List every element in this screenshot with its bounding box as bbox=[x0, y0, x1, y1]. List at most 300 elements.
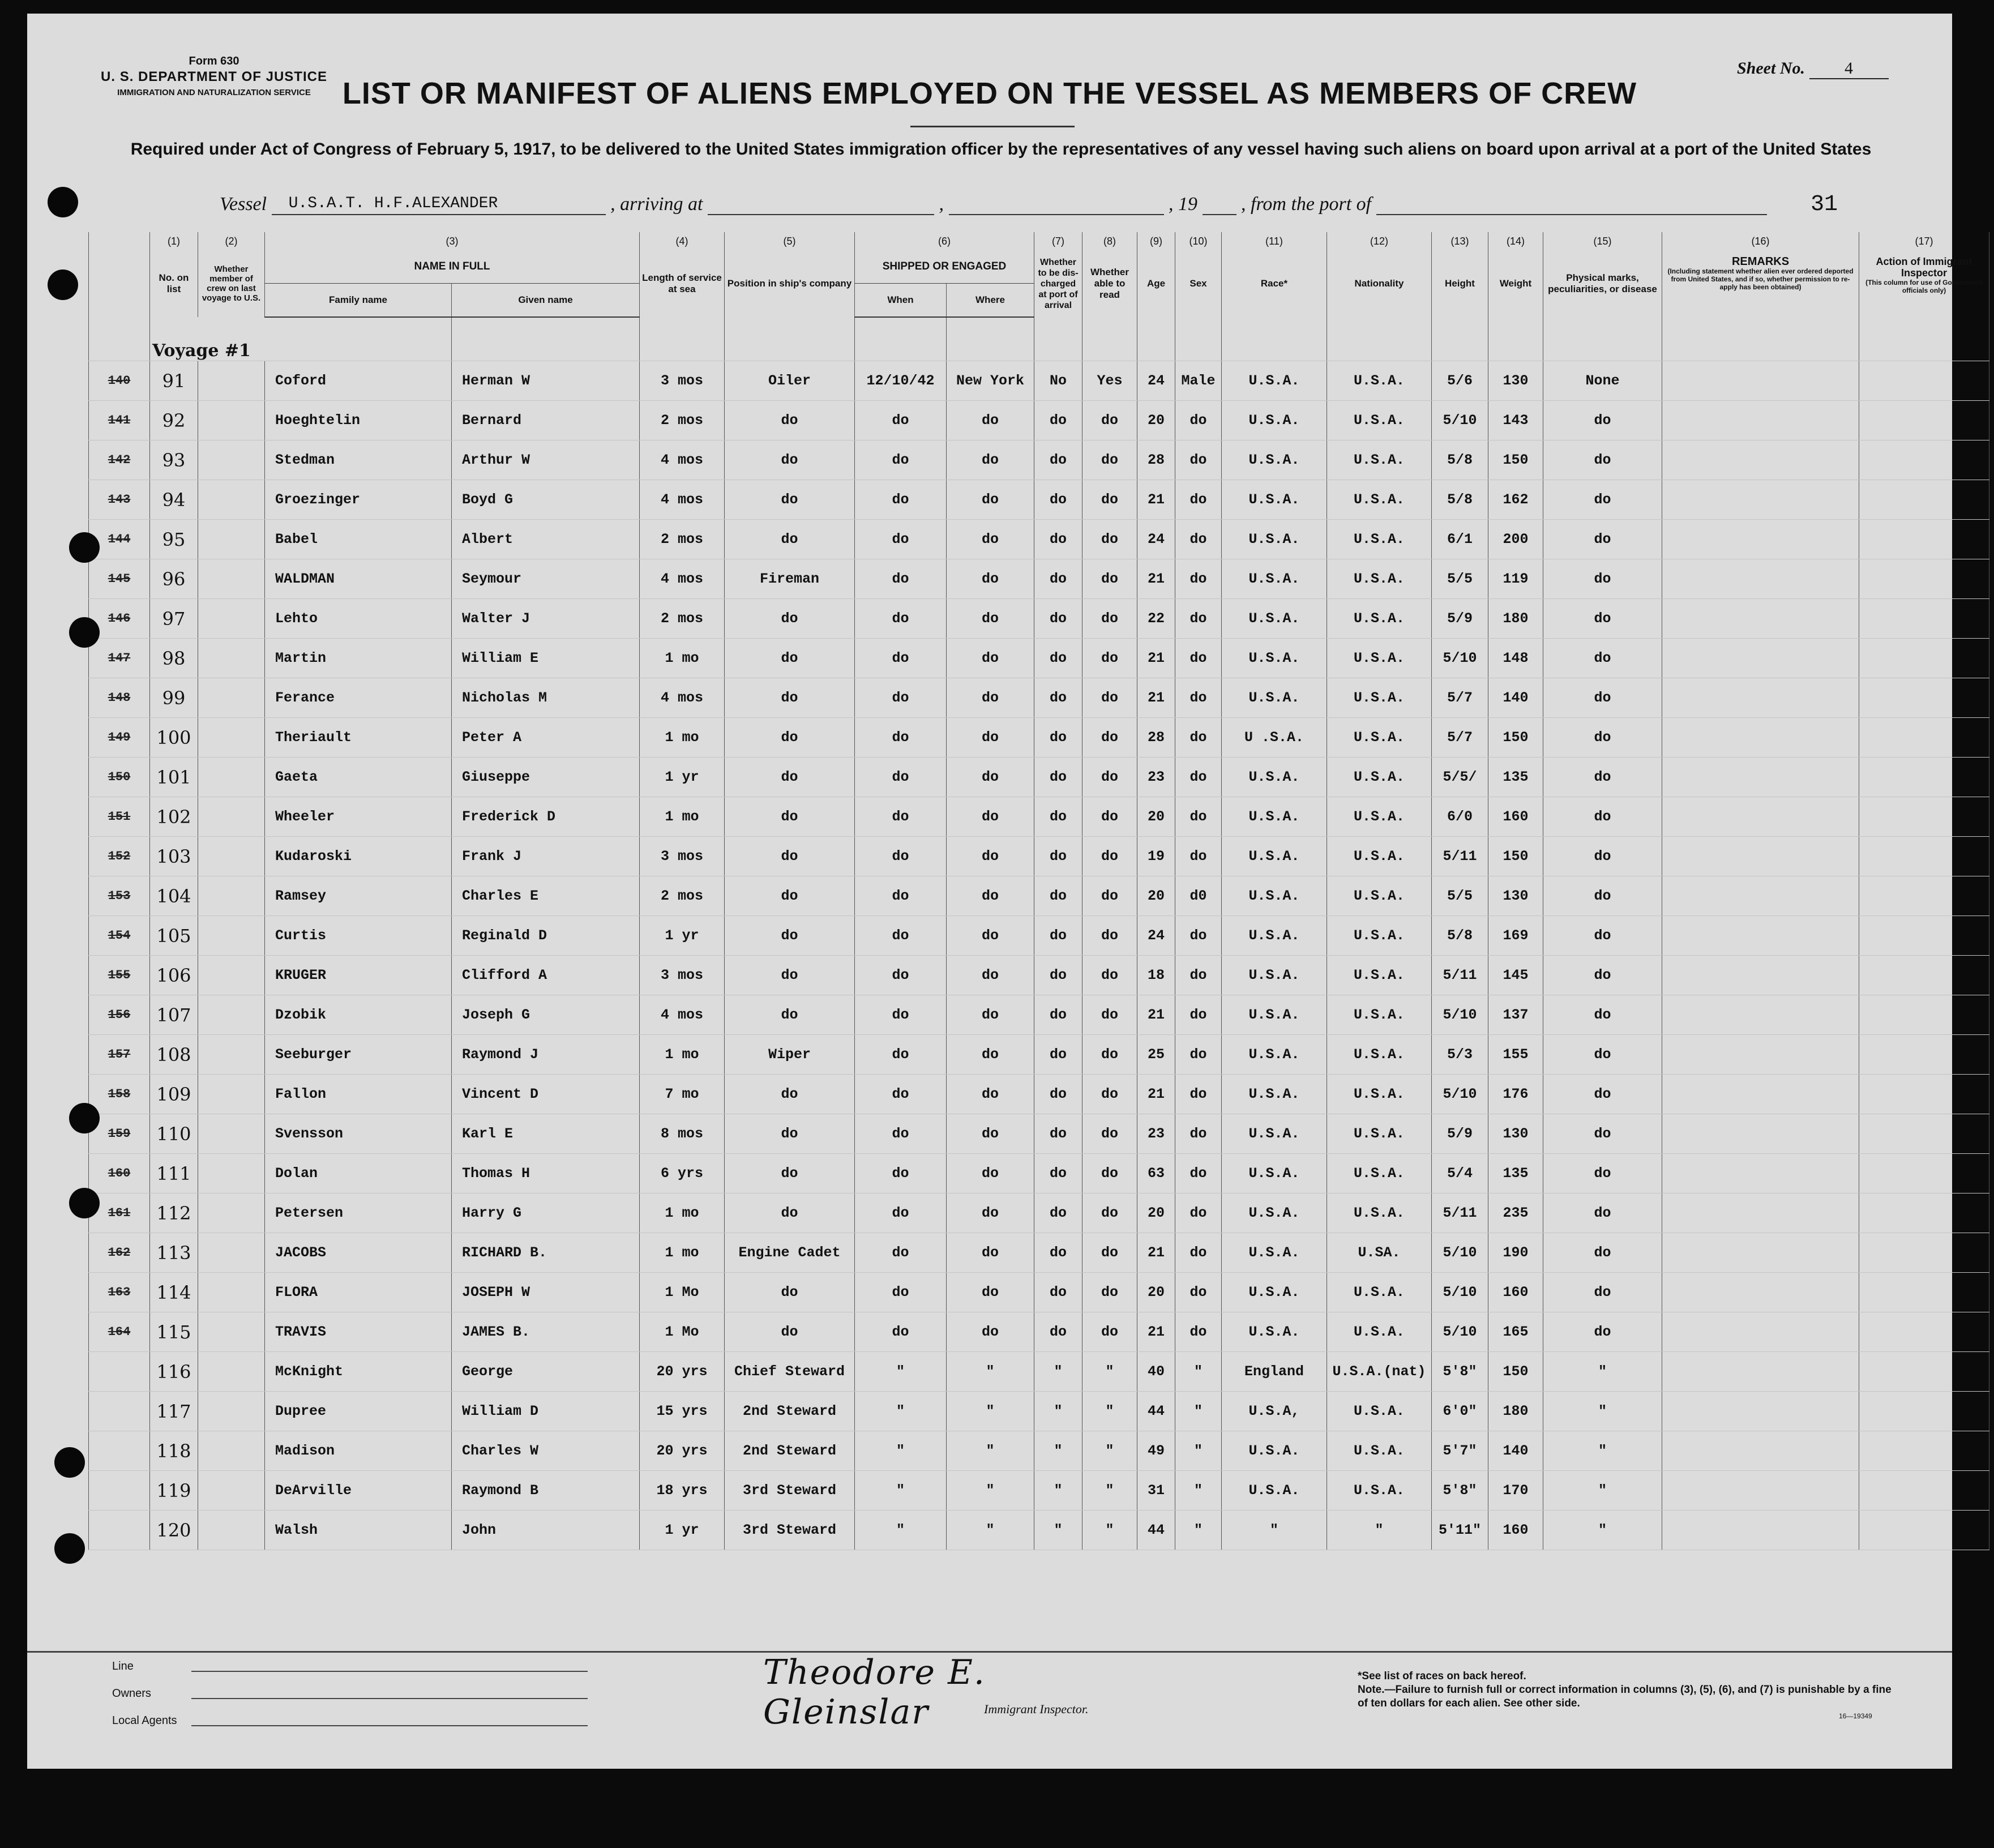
list-number: 91 bbox=[150, 361, 198, 401]
physical-marks: do bbox=[1543, 678, 1662, 718]
sex: do bbox=[1175, 1273, 1222, 1312]
sex: do bbox=[1175, 678, 1222, 718]
discharged: do bbox=[1034, 559, 1082, 599]
col-number: (15) bbox=[1543, 232, 1662, 250]
physical-marks: do bbox=[1543, 480, 1662, 520]
shipped-where: do bbox=[947, 440, 1034, 480]
position: 3rd Steward bbox=[725, 1471, 855, 1511]
height: 5/6 bbox=[1432, 361, 1488, 401]
weight: 150 bbox=[1488, 837, 1543, 876]
shipped-when: do bbox=[855, 678, 947, 718]
length-of-service: 1 mo bbox=[640, 797, 725, 837]
age: 44 bbox=[1137, 1392, 1175, 1431]
shipped-where: do bbox=[947, 1194, 1034, 1233]
header-member-last-voyage: Whether member of crew on last voyage to U.S. bbox=[198, 250, 265, 317]
given-name: George bbox=[452, 1352, 640, 1392]
col-number: (8) bbox=[1082, 232, 1137, 250]
position: do bbox=[725, 401, 855, 440]
sex: " bbox=[1175, 1431, 1222, 1471]
discharged: " bbox=[1034, 1392, 1082, 1431]
length-of-service: 2 mos bbox=[640, 401, 725, 440]
position: do bbox=[725, 599, 855, 639]
physical-marks: do bbox=[1543, 797, 1662, 837]
list-number: 113 bbox=[150, 1233, 198, 1273]
given-name: William D bbox=[452, 1392, 640, 1431]
height: 5/8 bbox=[1432, 440, 1488, 480]
nationality: U.S.A. bbox=[1327, 1154, 1432, 1194]
given-name: Seymour bbox=[452, 559, 640, 599]
age: 28 bbox=[1137, 440, 1175, 480]
length-of-service: 4 mos bbox=[640, 480, 725, 520]
length-of-service: 2 mos bbox=[640, 876, 725, 916]
old-list-number: 154 bbox=[89, 916, 150, 956]
race: U.S.A. bbox=[1222, 1035, 1327, 1075]
race: U.S.A. bbox=[1222, 480, 1327, 520]
able-to-read: Yes bbox=[1082, 361, 1137, 401]
sex: do bbox=[1175, 1114, 1222, 1154]
binder-hole bbox=[48, 187, 78, 217]
nationality: U.S.A. bbox=[1327, 1273, 1432, 1312]
able-to-read: " bbox=[1082, 1511, 1137, 1550]
shipped-where: do bbox=[947, 520, 1034, 559]
physical-marks: do bbox=[1543, 956, 1662, 995]
sex: do bbox=[1175, 1035, 1222, 1075]
physical-marks: None bbox=[1543, 361, 1662, 401]
physical-marks: " bbox=[1543, 1471, 1662, 1511]
col-number: (1) bbox=[150, 232, 198, 250]
length-of-service: 7 mo bbox=[640, 1075, 725, 1114]
physical-marks: do bbox=[1543, 916, 1662, 956]
able-to-read: do bbox=[1082, 440, 1137, 480]
action-cell bbox=[1859, 1114, 1989, 1154]
discharged: do bbox=[1034, 876, 1082, 916]
last-voyage-cell bbox=[198, 797, 265, 837]
sex: do bbox=[1175, 797, 1222, 837]
remarks-cell bbox=[1662, 480, 1859, 520]
position: do bbox=[725, 956, 855, 995]
physical-marks: do bbox=[1543, 440, 1662, 480]
remarks-cell bbox=[1662, 837, 1859, 876]
length-of-service: 15 yrs bbox=[640, 1392, 725, 1431]
position: Fireman bbox=[725, 559, 855, 599]
shipped-when: do bbox=[855, 1154, 947, 1194]
discharged: do bbox=[1034, 1114, 1082, 1154]
race: U.S.A. bbox=[1222, 1431, 1327, 1471]
sex: " bbox=[1175, 1352, 1222, 1392]
old-list-number: 147 bbox=[89, 639, 150, 678]
print-code: 16—19349 bbox=[1839, 1712, 1872, 1720]
shipped-when: do bbox=[855, 916, 947, 956]
height: 5'7" bbox=[1432, 1431, 1488, 1471]
action-cell bbox=[1859, 1194, 1989, 1233]
position: do bbox=[725, 916, 855, 956]
col-number: (16) bbox=[1662, 232, 1859, 250]
height: 6'0" bbox=[1432, 1392, 1488, 1431]
able-to-read: do bbox=[1082, 876, 1137, 916]
vessel-line: Vessel U.S.A.T. H.F.ALEXANDER , arriving at , , 19 , from the port of bbox=[220, 194, 1767, 215]
shipped-where: do bbox=[947, 678, 1034, 718]
old-list-number: 160 bbox=[89, 1154, 150, 1194]
given-name: Vincent D bbox=[452, 1075, 640, 1114]
last-voyage-cell bbox=[198, 1511, 265, 1550]
age: 21 bbox=[1137, 559, 1175, 599]
remarks-cell bbox=[1662, 1511, 1859, 1550]
discharged: do bbox=[1034, 599, 1082, 639]
given-name: Nicholas M bbox=[452, 678, 640, 718]
table-row bbox=[89, 480, 1989, 520]
table-row bbox=[89, 1075, 1989, 1114]
action-cell bbox=[1859, 916, 1989, 956]
col-number: (9) bbox=[1137, 232, 1175, 250]
binder-hole bbox=[69, 1188, 100, 1218]
remarks-note: (Including statement whether alien ever ordered deported from United States, and if so, whether permission to re-apply has been obtained) bbox=[1667, 267, 1854, 291]
height: 5/5 bbox=[1432, 876, 1488, 916]
shipped-when: " bbox=[855, 1511, 947, 1550]
action-cell bbox=[1859, 401, 1989, 440]
old-list-number bbox=[89, 1471, 150, 1511]
age: 24 bbox=[1137, 361, 1175, 401]
weight: 145 bbox=[1488, 956, 1543, 995]
nationality: U.S.A. bbox=[1327, 956, 1432, 995]
shipped-when: do bbox=[855, 1273, 947, 1312]
weight: 150 bbox=[1488, 718, 1543, 758]
list-number: 117 bbox=[150, 1392, 198, 1431]
position: Chief Steward bbox=[725, 1352, 855, 1392]
weight: 160 bbox=[1488, 1511, 1543, 1550]
nationality: U.S.A. bbox=[1327, 916, 1432, 956]
nationality: U.S.A. bbox=[1327, 480, 1432, 520]
sex: do bbox=[1175, 1075, 1222, 1114]
position: do bbox=[725, 758, 855, 797]
table-row bbox=[89, 520, 1989, 559]
header-height: Height bbox=[1432, 250, 1488, 317]
table-row bbox=[89, 1392, 1989, 1431]
sex: " bbox=[1175, 1471, 1222, 1511]
nationality: U.S.A.(nat) bbox=[1327, 1352, 1432, 1392]
list-number: 110 bbox=[150, 1114, 198, 1154]
discharged: do bbox=[1034, 639, 1082, 678]
action-cell bbox=[1859, 1471, 1989, 1511]
crew-manifest-table bbox=[88, 232, 1989, 1550]
age: 20 bbox=[1137, 401, 1175, 440]
col-number: (17) bbox=[1859, 232, 1989, 250]
nationality: U.S.A. bbox=[1327, 1194, 1432, 1233]
family-name: Walsh bbox=[265, 1511, 452, 1550]
able-to-read: do bbox=[1082, 1194, 1137, 1233]
last-voyage-cell bbox=[198, 1035, 265, 1075]
old-list-number bbox=[89, 1352, 150, 1392]
header-nationality: Nationality bbox=[1327, 250, 1432, 317]
race: U.S.A. bbox=[1222, 1471, 1327, 1511]
action-cell bbox=[1859, 758, 1989, 797]
family-name: Dolan bbox=[265, 1154, 452, 1194]
position: 2nd Steward bbox=[725, 1431, 855, 1471]
height: 5/10 bbox=[1432, 995, 1488, 1035]
last-voyage-cell bbox=[198, 1312, 265, 1352]
race: U.S.A. bbox=[1222, 995, 1327, 1035]
position: do bbox=[725, 876, 855, 916]
family-name: Svensson bbox=[265, 1114, 452, 1154]
nationality: U.S.A. bbox=[1327, 361, 1432, 401]
length-of-service: 20 yrs bbox=[640, 1431, 725, 1471]
race: U.S.A. bbox=[1222, 1154, 1327, 1194]
col-number: (5) bbox=[725, 232, 855, 250]
action-cell bbox=[1859, 1431, 1989, 1471]
old-list-number bbox=[89, 1431, 150, 1471]
list-number: 103 bbox=[150, 837, 198, 876]
able-to-read: do bbox=[1082, 995, 1137, 1035]
col-number: (14) bbox=[1488, 232, 1543, 250]
family-name: Gaeta bbox=[265, 758, 452, 797]
list-number: 119 bbox=[150, 1471, 198, 1511]
family-name: Madison bbox=[265, 1431, 452, 1471]
able-to-read: do bbox=[1082, 559, 1137, 599]
table-row bbox=[89, 758, 1989, 797]
physical-marks: do bbox=[1543, 1154, 1662, 1194]
old-list-number bbox=[89, 1511, 150, 1550]
given-name: Karl E bbox=[452, 1114, 640, 1154]
list-number: 108 bbox=[150, 1035, 198, 1075]
weight: 155 bbox=[1488, 1035, 1543, 1075]
old-list-number: 146 bbox=[89, 599, 150, 639]
given-name: Harry G bbox=[452, 1194, 640, 1233]
able-to-read: do bbox=[1082, 401, 1137, 440]
discharged: " bbox=[1034, 1431, 1082, 1471]
given-name: Herman W bbox=[452, 361, 640, 401]
header-sex: Sex bbox=[1175, 250, 1222, 317]
length-of-service: 1 mo bbox=[640, 1035, 725, 1075]
physical-marks: do bbox=[1543, 559, 1662, 599]
physical-marks: do bbox=[1543, 1114, 1662, 1154]
discharged: do bbox=[1034, 401, 1082, 440]
year-label: , 19 bbox=[1169, 194, 1197, 215]
position: do bbox=[725, 718, 855, 758]
given-name: William E bbox=[452, 639, 640, 678]
able-to-read: " bbox=[1082, 1352, 1137, 1392]
list-number: 97 bbox=[150, 599, 198, 639]
sex: do bbox=[1175, 718, 1222, 758]
nationality: U.S.A. bbox=[1327, 837, 1432, 876]
height: 5'8" bbox=[1432, 1471, 1488, 1511]
able-to-read: do bbox=[1082, 1035, 1137, 1075]
action-cell bbox=[1859, 361, 1989, 401]
shipped-where: do bbox=[947, 1154, 1034, 1194]
nationality: U.S.A. bbox=[1327, 797, 1432, 837]
remarks-cell bbox=[1662, 440, 1859, 480]
col-number: (3) bbox=[265, 232, 640, 250]
page-subtitle: Required under Act of Congress of February 5, 1917, to be delivered to the United States immigration officer by the representatives of any vessel having such aliens on board upon arrival at a port of the United States bbox=[130, 140, 1872, 159]
age: 20 bbox=[1137, 876, 1175, 916]
header-where: Where bbox=[947, 284, 1034, 318]
weight: 162 bbox=[1488, 480, 1543, 520]
family-name: DeArville bbox=[265, 1471, 452, 1511]
shipped-when: do bbox=[855, 639, 947, 678]
nationality: U.S.A. bbox=[1327, 678, 1432, 718]
remarks-cell bbox=[1662, 1273, 1859, 1312]
shipped-when: do bbox=[855, 1035, 947, 1075]
table-row bbox=[89, 1312, 1989, 1352]
shipped-where: " bbox=[947, 1511, 1034, 1550]
last-voyage-cell bbox=[198, 1194, 265, 1233]
list-number: 107 bbox=[150, 995, 198, 1035]
col-number: (12) bbox=[1327, 232, 1432, 250]
remarks-cell bbox=[1662, 876, 1859, 916]
header-action-inspector bbox=[1859, 250, 1989, 317]
col-number: (2) bbox=[198, 232, 265, 250]
given-name: Arthur W bbox=[452, 440, 640, 480]
shipped-when: do bbox=[855, 797, 947, 837]
age: 23 bbox=[1137, 758, 1175, 797]
age: 21 bbox=[1137, 995, 1175, 1035]
shipped-when: do bbox=[855, 1114, 947, 1154]
age: 24 bbox=[1137, 916, 1175, 956]
table-row bbox=[89, 1273, 1989, 1312]
race: U.S.A. bbox=[1222, 1273, 1327, 1312]
age: 18 bbox=[1137, 956, 1175, 995]
race: U.S.A. bbox=[1222, 758, 1327, 797]
last-voyage-cell bbox=[198, 916, 265, 956]
physical-marks: do bbox=[1543, 1273, 1662, 1312]
position: do bbox=[725, 480, 855, 520]
remarks-cell bbox=[1662, 1035, 1859, 1075]
sex: do bbox=[1175, 520, 1222, 559]
position: do bbox=[725, 1273, 855, 1312]
able-to-read: do bbox=[1082, 1273, 1137, 1312]
given-name: Albert bbox=[452, 520, 640, 559]
column-numbers-row bbox=[89, 232, 1989, 250]
weight: 160 bbox=[1488, 1273, 1543, 1312]
weight: 180 bbox=[1488, 599, 1543, 639]
family-name: Hoeghtelin bbox=[265, 401, 452, 440]
age: 23 bbox=[1137, 1114, 1175, 1154]
sex: do bbox=[1175, 758, 1222, 797]
old-list-number: 152 bbox=[89, 837, 150, 876]
discharged: No bbox=[1034, 361, 1082, 401]
physical-marks: " bbox=[1543, 1392, 1662, 1431]
discharged: do bbox=[1034, 1312, 1082, 1352]
shipped-where: " bbox=[947, 1431, 1034, 1471]
physical-marks: do bbox=[1543, 639, 1662, 678]
race: U.S.A. bbox=[1222, 916, 1327, 956]
able-to-read: do bbox=[1082, 1154, 1137, 1194]
race: U.S.A. bbox=[1222, 361, 1327, 401]
weight: 200 bbox=[1488, 520, 1543, 559]
family-name: Stedman bbox=[265, 440, 452, 480]
family-name: McKnight bbox=[265, 1352, 452, 1392]
age: 21 bbox=[1137, 639, 1175, 678]
inspector-signature: Theodore E. Gleinslar bbox=[763, 1653, 986, 1732]
remarks-cell bbox=[1662, 1312, 1859, 1352]
weight: 176 bbox=[1488, 1075, 1543, 1114]
height: 5/8 bbox=[1432, 916, 1488, 956]
family-name: Theriault bbox=[265, 718, 452, 758]
header-position: Position in ship's company bbox=[725, 250, 855, 317]
table-row bbox=[89, 837, 1989, 876]
family-name: TRAVIS bbox=[265, 1312, 452, 1352]
given-name: Frederick D bbox=[452, 797, 640, 837]
given-name: Boyd G bbox=[452, 480, 640, 520]
column-headers-top bbox=[89, 250, 1989, 284]
physical-marks: do bbox=[1543, 1035, 1662, 1075]
sex: do bbox=[1175, 440, 1222, 480]
height: 5/11 bbox=[1432, 956, 1488, 995]
position: do bbox=[725, 520, 855, 559]
shipped-where: New York bbox=[947, 361, 1034, 401]
shipped-where: do bbox=[947, 876, 1034, 916]
shipped-when: " bbox=[855, 1471, 947, 1511]
race: U.S.A. bbox=[1222, 678, 1327, 718]
remarks-cell bbox=[1662, 361, 1859, 401]
shipped-where: do bbox=[947, 559, 1034, 599]
race: U.S.A. bbox=[1222, 1194, 1327, 1233]
physical-marks: " bbox=[1543, 1352, 1662, 1392]
binder-hole bbox=[69, 1103, 100, 1133]
age: 21 bbox=[1137, 678, 1175, 718]
action-cell bbox=[1859, 440, 1989, 480]
height: 5/4 bbox=[1432, 1154, 1488, 1194]
able-to-read: do bbox=[1082, 599, 1137, 639]
weight: 119 bbox=[1488, 559, 1543, 599]
age: 20 bbox=[1137, 797, 1175, 837]
list-number: 114 bbox=[150, 1273, 198, 1312]
corner-number: 31 bbox=[1811, 192, 1838, 217]
owners-label: Owners bbox=[112, 1687, 151, 1700]
given-name: Walter J bbox=[452, 599, 640, 639]
line-label: Line bbox=[112, 1660, 134, 1672]
family-name: Dupree bbox=[265, 1392, 452, 1431]
year-blank bbox=[1203, 195, 1236, 215]
discharged: do bbox=[1034, 480, 1082, 520]
page-title: LIST OR MANIFEST OF ALIENS EMPLOYED ON THE VESSEL AS MEMBERS OF CREW bbox=[342, 76, 1637, 110]
given-name: JAMES B. bbox=[452, 1312, 640, 1352]
weight: 130 bbox=[1488, 876, 1543, 916]
voyage-label: Voyage #1 bbox=[152, 341, 251, 361]
sex: do bbox=[1175, 480, 1222, 520]
remarks-cell bbox=[1662, 956, 1859, 995]
shipped-where: do bbox=[947, 995, 1034, 1035]
list-number: 99 bbox=[150, 678, 198, 718]
nationality: U.S.A. bbox=[1327, 1312, 1432, 1352]
list-number: 116 bbox=[150, 1352, 198, 1392]
sex: do bbox=[1175, 837, 1222, 876]
remarks-cell bbox=[1662, 559, 1859, 599]
weight: 165 bbox=[1488, 1312, 1543, 1352]
age: 63 bbox=[1137, 1154, 1175, 1194]
old-list-number: 159 bbox=[89, 1114, 150, 1154]
shipped-where: do bbox=[947, 837, 1034, 876]
nationality: U.S.A. bbox=[1327, 1431, 1432, 1471]
age: 20 bbox=[1137, 1194, 1175, 1233]
line-field bbox=[112, 1653, 177, 1680]
shipped-when: do bbox=[855, 956, 947, 995]
race: U.S.A. bbox=[1222, 520, 1327, 559]
list-number: 101 bbox=[150, 758, 198, 797]
weight: 140 bbox=[1488, 1431, 1543, 1471]
race: U.S.A. bbox=[1222, 1312, 1327, 1352]
age: 49 bbox=[1137, 1431, 1175, 1471]
discharged: do bbox=[1034, 797, 1082, 837]
table-row bbox=[89, 916, 1989, 956]
remarks-cell bbox=[1662, 995, 1859, 1035]
able-to-read: do bbox=[1082, 718, 1137, 758]
from-port-blank bbox=[1376, 195, 1767, 215]
action-cell bbox=[1859, 1273, 1989, 1312]
table-row bbox=[89, 559, 1989, 599]
shipped-where: do bbox=[947, 916, 1034, 956]
family-name: Fallon bbox=[265, 1075, 452, 1114]
last-voyage-cell bbox=[198, 1273, 265, 1312]
remarks-cell bbox=[1662, 401, 1859, 440]
